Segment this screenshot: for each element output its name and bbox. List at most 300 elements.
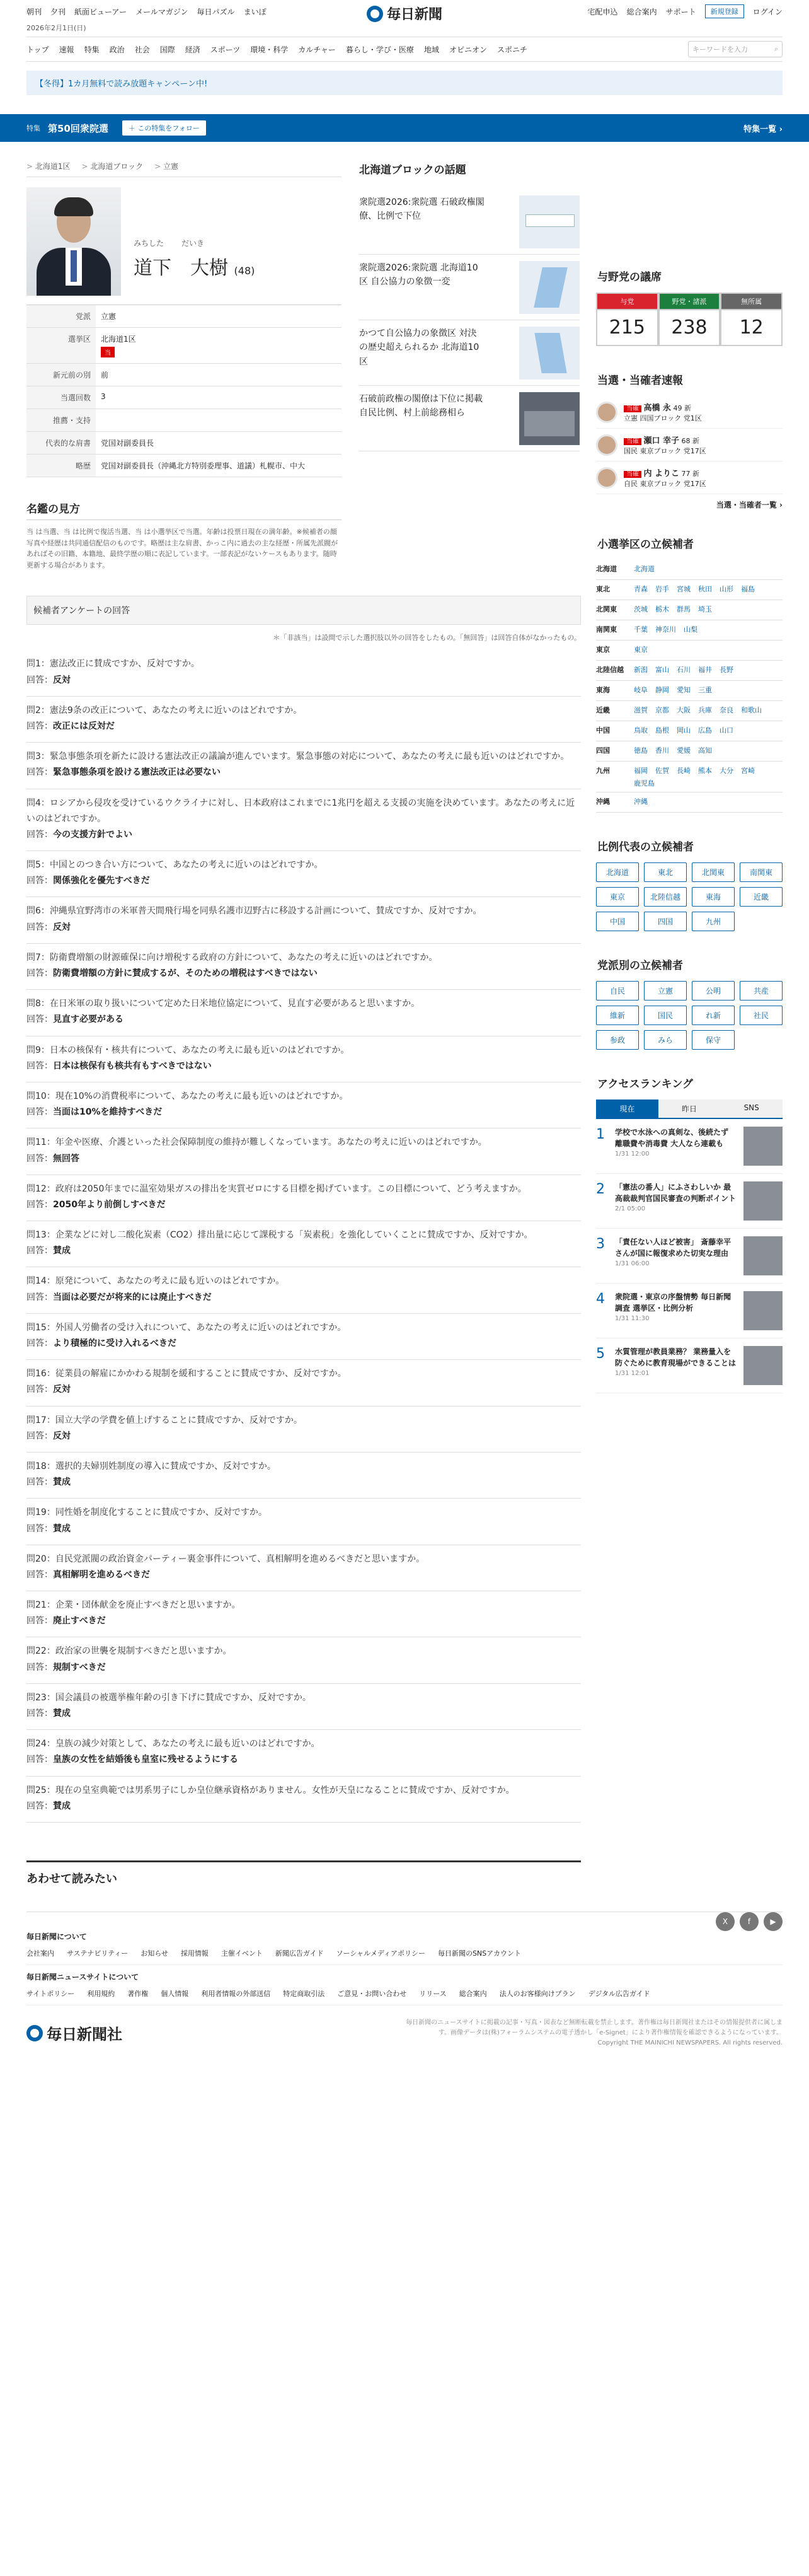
survey-item (26, 789, 581, 852)
result-item[interactable] (596, 429, 783, 461)
ranking-title[interactable] (615, 1127, 737, 1166)
candidate-name (134, 252, 255, 280)
prefecture-link[interactable]: 宮城 (677, 585, 691, 593)
prefecture-list (634, 796, 783, 808)
prefecture-link[interactable]: 岩手 (655, 585, 669, 593)
answer-label: 回答： (26, 1709, 53, 1719)
topic-item[interactable] (359, 189, 580, 255)
answer-text: 関係強化を優先すべきだ (53, 876, 150, 886)
top-links (26, 6, 267, 17)
prefecture-link[interactable]: 大分 (720, 767, 733, 775)
footer-link[interactable]: 法人のお客様向けプラン (499, 1989, 576, 1998)
footer-link[interactable]: 特定商取引法 (283, 1989, 325, 1998)
district-row (596, 762, 783, 792)
ranking-item[interactable] (596, 1338, 783, 1393)
nav-item[interactable]: スポニチ (496, 45, 527, 54)
follow-button[interactable]: ＋ この特集をフォロー (122, 120, 206, 136)
footer-link[interactable]: 新聞広告ガイド (275, 1949, 324, 1958)
prefecture-link[interactable]: 福岡 (634, 767, 648, 775)
nav-item[interactable]: カルチャー (298, 45, 336, 54)
blocks-section (596, 838, 783, 931)
candidate-party: 自民 (624, 480, 638, 488)
breadcrumb (26, 161, 341, 177)
survey-item (26, 650, 581, 696)
footer-link[interactable]: 毎日新聞のSNSアカウント (437, 1949, 522, 1958)
ranking-text[interactable]: 「責任ない人ほど被害」 斎藤幸平さんが国に報復求めた切実な理由 (615, 1238, 732, 1258)
prefecture-link[interactable]: 石川 (677, 666, 691, 674)
ranking-section (596, 1075, 783, 1393)
youtube-icon[interactable]: ▶ (764, 1912, 783, 1931)
seat-count: 238 (659, 310, 720, 345)
ranking-date: 1/31 06:00 (615, 1260, 650, 1267)
region-label: 九州 (596, 767, 610, 775)
answer-label: 回答： (26, 1477, 53, 1488)
prefecture-link[interactable]: 岐阜 (634, 686, 648, 694)
candidate-profile (26, 161, 341, 571)
candidate-age: (48) (234, 265, 255, 277)
survey-answer (26, 1567, 581, 1583)
top-link[interactable]: 毎日パズル (197, 7, 235, 16)
promo-banner[interactable]: 【冬得】1カ月無料で読み放題キャンペーン中! (26, 71, 783, 95)
block-button[interactable]: 近畿 (740, 887, 783, 907)
prefecture-link[interactable]: 宮崎 (741, 767, 755, 775)
ranking-thumbnail[interactable] (743, 1181, 783, 1221)
profile-value (96, 364, 341, 386)
ranking-tab[interactable]: 現在 (596, 1099, 658, 1118)
topic-thumbnail[interactable] (519, 392, 580, 445)
nav-item[interactable]: 特集 (84, 45, 100, 54)
ranking-item[interactable] (596, 1119, 783, 1174)
topic-title[interactable]: 石破前政権の閣僚は下位に掲載 自民比例、村上前総務相ら (359, 394, 483, 419)
block-button[interactable]: 東京 (596, 887, 639, 907)
survey-item (26, 1221, 581, 1267)
district-row (596, 792, 783, 813)
party-button[interactable]: 国民 (644, 1006, 687, 1025)
answer-label: 回答： (26, 1523, 53, 1534)
block-button[interactable]: 南関東 (740, 862, 783, 882)
prefecture-list (634, 664, 783, 676)
prefecture-link[interactable]: 鳥取 (634, 726, 648, 734)
prefecture-link[interactable]: 岡山 (677, 726, 691, 734)
search-input[interactable] (688, 41, 783, 57)
party-button[interactable]: 維新 (596, 1006, 639, 1025)
feature-title[interactable]: 第50回衆院選 (48, 122, 108, 134)
footer-link[interactable]: 採用情報 (180, 1949, 209, 1958)
results-title: 当選・当確者速報 (597, 374, 683, 387)
footer-link[interactable]: 会社案内 (26, 1949, 54, 1958)
top-link[interactable]: 夕刊 (50, 7, 66, 16)
party-button[interactable]: 参政 (596, 1030, 639, 1050)
prefecture-link[interactable]: 群馬 (677, 605, 691, 613)
seats-section (596, 268, 783, 346)
survey-item (26, 897, 581, 943)
site-logo[interactable] (367, 4, 442, 23)
search-icon[interactable]: ⌕ (774, 45, 778, 53)
party-button[interactable]: 保守 (692, 1030, 735, 1050)
ranking-item[interactable] (596, 1229, 783, 1284)
prefecture-link[interactable]: 山梨 (684, 625, 697, 634)
party-button[interactable]: 共産 (740, 981, 783, 1001)
region-label: 東北 (596, 585, 610, 593)
survey-answer (26, 1151, 581, 1167)
login-button[interactable]: ログイン (752, 7, 783, 16)
elected-badge: 当確 (624, 438, 641, 445)
ranking-text[interactable]: 衆院選・東京の序盤情勢 毎日新聞調査 選挙区・比例分析 (615, 1292, 732, 1313)
prefecture-list (634, 624, 783, 636)
footer-link[interactable]: 総合案内 (459, 1989, 487, 1998)
survey-answer (26, 1012, 581, 1028)
survey-item (26, 1128, 581, 1175)
profile-row (26, 305, 341, 328)
answer-label: 回答： (26, 1246, 53, 1256)
survey-item (26, 1499, 581, 1545)
main-column (26, 161, 581, 1886)
register-button[interactable]: 新規登録 (705, 4, 744, 18)
prefecture-link[interactable]: 山形 (720, 585, 733, 593)
survey-answer (26, 719, 581, 734)
survey-answer (26, 1429, 581, 1444)
prefecture-list (634, 564, 783, 576)
district-row (596, 661, 783, 681)
survey-answer (26, 966, 581, 982)
prefecture-link[interactable]: 京都 (655, 706, 669, 714)
profile-row (26, 386, 341, 409)
prefecture-link[interactable]: 奈良 (720, 706, 733, 714)
region-label: 北陸信越 (596, 666, 624, 674)
feature-list-link[interactable]: 特集一覧 › (743, 124, 783, 134)
survey-answer (26, 1799, 581, 1814)
date-text: 2026年2月1日(日) (26, 24, 86, 32)
answer-text: 賛成 (53, 1246, 71, 1256)
prefecture-list (634, 685, 783, 697)
ranking-title[interactable] (615, 1236, 737, 1275)
top-link[interactable]: 紙面ビューアー (74, 7, 127, 16)
topic-thumbnail[interactable] (519, 327, 580, 380)
ranking-text[interactable]: 学校で水泳への真剣な、後続たず 離職費や消毒費 大人なら連載も (615, 1128, 729, 1148)
answer-text: 反対 (53, 1384, 71, 1395)
survey-answer (26, 1613, 581, 1629)
nav-item[interactable]: トップ (26, 45, 49, 54)
survey-question: 問10：現在10%の消費税率について、あなたの考えに最も近いのはどれですか。 (26, 1091, 348, 1101)
survey-answer (26, 1706, 581, 1722)
prefecture-link[interactable]: 千葉 (634, 625, 648, 634)
prefecture-link[interactable]: 栃木 (655, 605, 669, 613)
region-label: 北関東 (596, 605, 617, 613)
topic-thumbnail[interactable] (519, 261, 580, 314)
ranking-title[interactable] (615, 1181, 737, 1221)
survey-question: 問19：同性婚を制度化することに賛成ですか、反対ですか。 (26, 1507, 267, 1518)
ranking-thumbnail[interactable] (743, 1236, 783, 1275)
candidate-party: 立憲 (624, 414, 638, 422)
region-label: 北海道 (596, 565, 617, 573)
ranking-date: 2/1 05:00 (615, 1205, 646, 1212)
survey-answer (26, 1752, 581, 1768)
answer-label: 回答： (26, 829, 53, 840)
party-button[interactable]: 社民 (740, 1006, 783, 1025)
avatar (596, 434, 617, 456)
prefecture-link[interactable]: 東京 (634, 646, 648, 654)
answer-text: 反対 (53, 1430, 71, 1441)
prefecture-link[interactable]: 兵庫 (698, 706, 712, 714)
top-link[interactable]: メールマガジン (135, 7, 188, 16)
prefecture-link[interactable]: 和歌山 (741, 706, 762, 714)
party-button[interactable]: れ新 (692, 1006, 735, 1025)
topic-item[interactable] (359, 386, 580, 451)
ranking-item[interactable] (596, 1174, 783, 1229)
footer-link[interactable]: リリース (419, 1989, 447, 1998)
party-button[interactable]: 立憲 (644, 981, 687, 1001)
prefecture-link[interactable]: 徳島 (634, 746, 648, 755)
region-label: 近畿 (596, 706, 610, 714)
profile-key: 略歴 (26, 455, 96, 477)
prefecture-link[interactable]: 富山 (655, 666, 669, 674)
profile-row (26, 432, 341, 455)
footer-logo-text: 毎日新聞社 (47, 2025, 122, 2044)
answer-text: 当面は10%を維持すべきだ (53, 1107, 163, 1118)
survey-item (26, 944, 581, 990)
support-link[interactable]: サポート (665, 7, 696, 16)
survey-item (26, 1360, 581, 1406)
rank-number: 5 (596, 1346, 605, 1362)
prefecture-list (634, 725, 783, 737)
feature-list-label: 特集一覧 (743, 124, 777, 134)
candidate-area: 東京ブロック 党17区 (640, 447, 706, 455)
footer-link[interactable]: サイトポリシー (26, 1989, 75, 1998)
prefecture-link[interactable]: 福井 (698, 666, 712, 674)
x-icon[interactable]: X (716, 1912, 735, 1931)
prefecture-list (634, 584, 783, 596)
prefecture-link[interactable]: 秋田 (698, 585, 712, 593)
seat-column (596, 293, 658, 346)
ranking-thumbnail[interactable] (743, 1127, 783, 1166)
survey-answer (26, 920, 581, 936)
survey-item (26, 1730, 581, 1776)
ranking-item[interactable] (596, 1284, 783, 1338)
block-button[interactable]: 東海 (692, 887, 735, 907)
nav-item[interactable]: 国際 (159, 45, 175, 54)
block-button[interactable]: 東北 (644, 862, 687, 882)
nav-item[interactable]: オピニオン (449, 45, 487, 54)
block-button[interactable]: 九州 (692, 912, 735, 931)
prefecture-list (634, 745, 783, 757)
top-link[interactable]: まいぽ (243, 7, 267, 16)
answer-label: 回答： (26, 1662, 53, 1673)
ranking-text[interactable]: 水質管理が教員業務？ 業務量入を防ぐために教育現場ができることは (615, 1347, 737, 1367)
prefecture-link[interactable]: 愛知 (677, 686, 691, 694)
party-button[interactable]: 公明 (692, 981, 735, 1001)
seat-column (658, 293, 721, 346)
result-line (624, 467, 706, 479)
result-text (624, 467, 706, 489)
footer-link[interactable]: 著作権 (127, 1989, 149, 1998)
prefecture-link[interactable]: 新潟 (634, 666, 648, 674)
answer-text: 2050年より前倒しすべきだ (53, 1199, 166, 1210)
answer-label: 回答： (26, 1060, 53, 1071)
prefecture-link[interactable]: 三重 (698, 686, 712, 694)
prefecture-link[interactable]: 静岡 (655, 686, 669, 694)
ranking-thumbnail[interactable] (743, 1291, 783, 1330)
ranking-title[interactable] (615, 1346, 737, 1385)
result-line (624, 401, 702, 413)
elected-badge: 当確 (624, 471, 641, 478)
facebook-icon[interactable]: f (740, 1912, 759, 1931)
ranking-date: 1/31 12:01 (615, 1370, 650, 1377)
footer-link[interactable]: サステナビリティー (67, 1949, 129, 1958)
candidate-photo (26, 187, 121, 296)
breadcrumb-item[interactable]: > 立憲 (154, 161, 178, 171)
answer-text: 反対 (53, 922, 71, 932)
topic-item[interactable] (359, 255, 580, 320)
nav-item[interactable]: 暮らし・学び・医療 (345, 45, 414, 54)
survey-answer (26, 1336, 581, 1352)
survey-answer (26, 1475, 581, 1490)
survey-item (26, 990, 581, 1036)
profile-value-text: 3 (101, 392, 106, 401)
seats-title: 与野党の議席 (597, 271, 662, 284)
ranking-thumbnail[interactable] (743, 1346, 783, 1385)
topic-title[interactable]: かつて自公協力の象徴区 対決の歴史超えられるか 北海道10区 (359, 328, 479, 367)
top-link[interactable]: 朝刊 (26, 7, 42, 16)
given-name: 大樹 (190, 257, 228, 279)
prefecture-link[interactable]: 島根 (655, 726, 669, 734)
survey-item (26, 1777, 581, 1823)
prefecture-link[interactable]: 大阪 (677, 706, 691, 714)
seat-count: 215 (597, 310, 658, 345)
prefecture-link[interactable]: 佐賀 (655, 767, 669, 775)
profile-row (26, 328, 341, 364)
prefecture-link[interactable]: 北海道 (634, 565, 655, 573)
answer-label: 回答： (26, 1801, 53, 1811)
prefecture-link[interactable]: 長崎 (677, 767, 691, 775)
prefecture-link[interactable]: 神奈川 (655, 625, 676, 634)
parties-section (596, 956, 783, 1050)
breadcrumb-item[interactable]: > 北海道ブロック (82, 161, 144, 171)
party-button[interactable]: 自民 (596, 981, 639, 1001)
survey-item (26, 1082, 581, 1128)
prefecture-link[interactable]: 茨城 (634, 605, 648, 613)
main-nav (26, 37, 783, 62)
block-button[interactable]: 北陸信越 (644, 887, 687, 907)
prefecture-link[interactable]: 沖縄 (634, 798, 648, 806)
survey-item (26, 1036, 581, 1082)
info-link[interactable]: 総合案内 (626, 7, 657, 16)
footer-link[interactable]: 個人情報 (161, 1989, 189, 1998)
prefecture-link[interactable]: 高知 (698, 746, 712, 755)
nav-item[interactable]: 政治 (109, 45, 125, 54)
survey-answer (26, 1197, 581, 1213)
footer-link[interactable]: ソーシャルメディアポリシー (336, 1949, 425, 1958)
ranking-tab[interactable]: SNS (720, 1099, 783, 1118)
results-more-label: 当選・当確者一覧 (716, 501, 777, 509)
breadcrumb-item[interactable]: > 北海道1区 (26, 161, 71, 171)
survey-question: 問1：憲法改正に賛成ですか、反対ですか。 (26, 659, 200, 670)
topic-title[interactable]: 衆院選2026:衆院選 石破政権閣僚、比例で下位 (359, 197, 485, 222)
prefecture-link[interactable]: 滋賀 (634, 706, 648, 714)
ranking-date: 1/31 11:30 (615, 1315, 650, 1322)
survey-question: 問17：国立大学の学費を値上げすることに賛成ですか、反対ですか。 (26, 1415, 302, 1425)
footer-link[interactable]: 利用規約 (87, 1989, 115, 1998)
sidebar (596, 161, 783, 1886)
result-item[interactable] (596, 396, 783, 429)
profile-value-text: 党国対副委員長（沖縄北方特別委理事、道議）札幌市、中大 (101, 461, 306, 470)
prefecture-link[interactable]: 埼玉 (698, 605, 712, 613)
footer-link[interactable]: 主催イベント (221, 1949, 263, 1958)
ranking-title[interactable] (615, 1291, 737, 1330)
topics-title: 北海道ブロックの話題 (359, 164, 466, 177)
survey-question: 問14：原発について、あなたの考えに最も近いのはどれですか。 (26, 1276, 285, 1287)
answer-text: 真相解明を進めるべきだ (53, 1569, 150, 1580)
survey-question: 問8：在日米軍の取り扱いについて定めた日米地位協定について、見直す必要があると思いますか。 (26, 999, 420, 1009)
delivery-link[interactable]: 宅配申込 (587, 7, 618, 16)
prefecture-link[interactable]: 鹿児島 (634, 779, 655, 787)
prefecture-link[interactable]: 山口 (720, 726, 733, 734)
survey-question: 問18：選択的夫婦別姓制度の導入に賛成ですか、反対ですか。 (26, 1461, 276, 1471)
district-row (596, 681, 783, 701)
candidate-party: 国民 (624, 447, 638, 455)
nav-item[interactable]: 速報 (59, 45, 74, 54)
footer-link[interactable]: お知らせ (141, 1949, 168, 1958)
footer-link[interactable]: 利用者情報の外部送信 (201, 1989, 271, 1998)
survey-answer (26, 765, 581, 780)
nav-item[interactable]: スポーツ (210, 45, 241, 54)
ranking-tab[interactable]: 昨日 (658, 1099, 721, 1118)
region-label: 南関東 (596, 625, 617, 634)
survey-answer (26, 1521, 581, 1537)
nav-item[interactable]: 経済 (185, 45, 200, 54)
prefecture-link[interactable]: 長野 (720, 666, 733, 674)
profile-row (26, 409, 341, 432)
survey-question: 問11：年金や医療、介護といった社会保障制度の維持が難しくなっています。あなたの考えに近いのはどれですか。 (26, 1137, 487, 1148)
logo-icon (367, 6, 383, 22)
answer-label: 回答： (26, 1014, 53, 1025)
prefecture-link[interactable]: 青森 (634, 585, 648, 593)
prefecture-link[interactable]: 香川 (655, 746, 669, 755)
nav-item[interactable]: 社会 (134, 45, 150, 54)
prefecture-link[interactable]: 愛媛 (677, 746, 691, 755)
footer-link[interactable]: デジタル広告ガイド (588, 1989, 650, 1998)
footer-logo[interactable] (26, 2022, 122, 2044)
candidate-age: 68 新 (681, 437, 700, 445)
seat-header: 野党・諸派 (659, 293, 720, 310)
prefecture-link[interactable]: 広島 (698, 726, 712, 734)
ranking-text[interactable]: 「憲法の番人」にふさわしいか 最高裁裁判官国民審査の判断ポイント (615, 1183, 737, 1203)
footer-link[interactable]: ご意見・お問い合わせ (337, 1989, 407, 1998)
block-button[interactable]: 四国 (644, 912, 687, 931)
results-more-link[interactable]: 当選・当確者一覧 › (716, 501, 783, 509)
profile-value-text: 北海道1区 (101, 335, 136, 344)
block-button[interactable]: 北関東 (692, 862, 735, 882)
answer-text: 緊急事態条項を設ける憲法改正は必要ない (53, 767, 221, 778)
prefecture-link[interactable]: 熊本 (698, 767, 712, 775)
prefecture-link[interactable]: 福島 (741, 585, 755, 593)
nav-item[interactable]: 環境・科学 (250, 45, 289, 54)
answer-label: 回答： (26, 721, 53, 731)
prefecture-list (634, 765, 783, 788)
result-text (624, 434, 706, 456)
party-button[interactable]: みら (644, 1030, 687, 1050)
answer-label: 回答： (26, 1107, 53, 1118)
survey-answer (26, 673, 581, 688)
block-button[interactable]: 中国 (596, 912, 639, 931)
topic-item[interactable] (359, 320, 580, 386)
topic-title[interactable]: 衆院選2026:衆院選 北海道10区 自公協力の象徴一変 (359, 263, 478, 287)
header (26, 0, 783, 95)
nav-item[interactable]: 地域 (423, 45, 439, 54)
survey-question: 問24：皇族の減少対策として、あなたの考えに最も近いのはどれですか。 (26, 1739, 320, 1749)
result-item[interactable] (596, 461, 783, 494)
topic-thumbnail[interactable] (519, 195, 580, 248)
block-button[interactable]: 北海道 (596, 862, 639, 882)
